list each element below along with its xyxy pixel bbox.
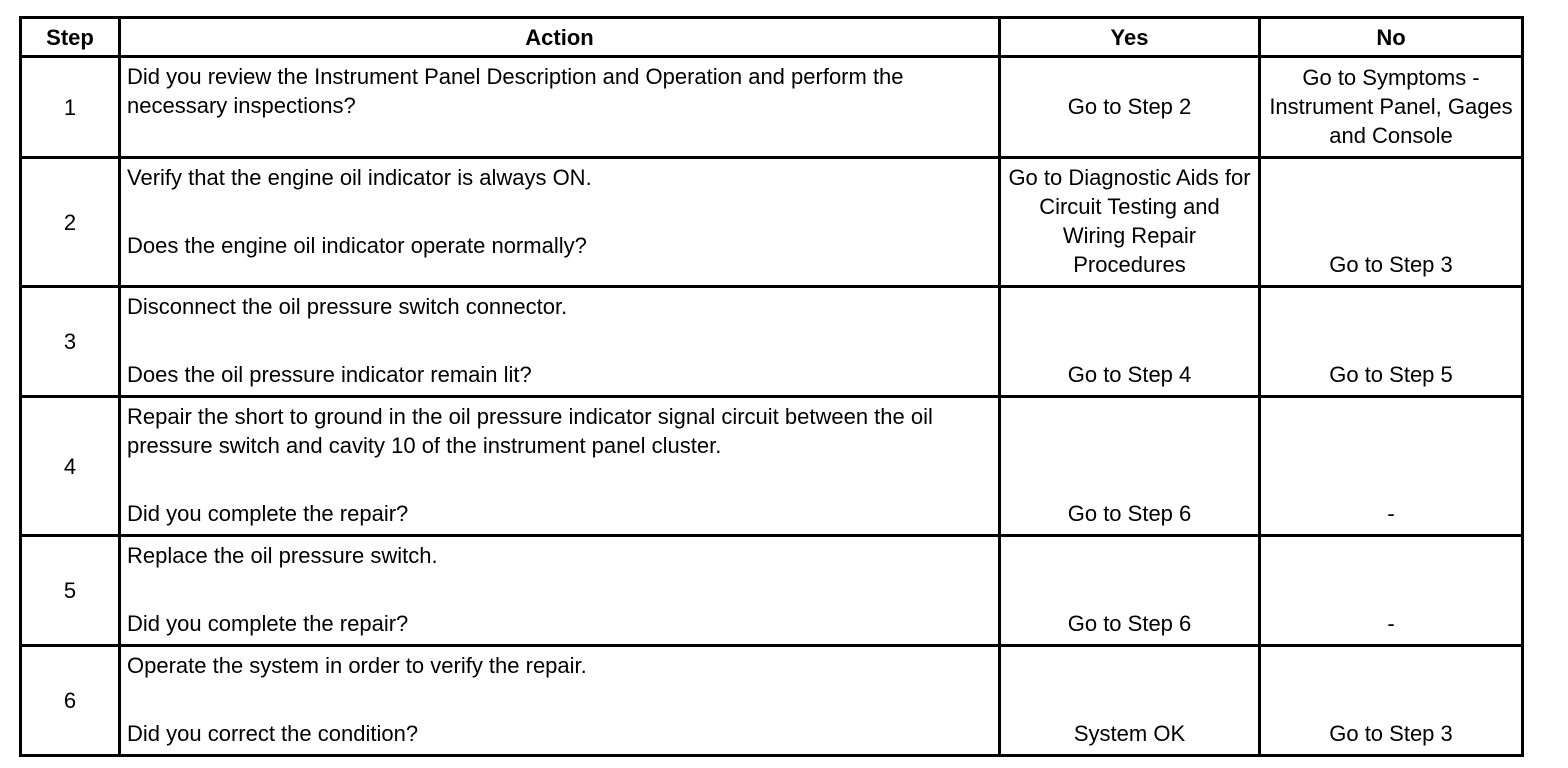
step-number: 5 [21,536,120,646]
action-instruction: Repair the short to ground in the oil pressure indicator signal circuit between the oil pressure switch and cavity 10 of the instrument panel cluster. [127,404,933,458]
action-instruction: Verify that the engine oil indicator is always ON. [127,165,592,190]
no-cell: Go to Step 3 [1260,158,1523,287]
action-instruction: Replace the oil pressure switch. [127,543,438,568]
no-cell: Go to Step 3 [1260,646,1523,756]
action-cell [120,287,1000,397]
action-cell [120,158,1000,287]
step-number: 4 [21,397,120,536]
no-cell: - [1260,536,1523,646]
header-no: No [1260,18,1523,57]
header-row [21,18,1523,57]
header-action: Action [120,18,1000,57]
action-instruction: Disconnect the oil pressure switch connector. [127,294,568,319]
action-question: Did you complete the repair? [127,611,409,636]
yes-cell: Go to Step 6 [1000,397,1260,536]
action-question: Did you complete the repair? [127,501,409,526]
action-instruction: Operate the system in order to verify the repair. [127,653,587,678]
table-row [21,158,1523,287]
action-cell [120,57,1000,158]
step-number: 6 [21,646,120,756]
yes-cell: Go to Step 2 [1000,57,1260,158]
table-row [21,397,1523,536]
diagnostic-table [19,16,1524,757]
action-question: Does the oil pressure indicator remain lit? [127,362,532,387]
table-row [21,57,1523,158]
yes-cell: Go to Step 4 [1000,287,1260,397]
no-cell: Go to Symptoms - Instrument Panel, Gages and Console [1260,57,1523,158]
yes-cell: System OK [1000,646,1260,756]
table-row [21,646,1523,756]
action-instruction: Did you review the Instrument Panel Description and Operation and perform the necessary inspections? [127,64,904,118]
action-cell [120,646,1000,756]
step-number: 2 [21,158,120,287]
action-question: Did you correct the condition? [127,721,419,746]
step-number: 1 [21,57,120,158]
action-question: Does the engine oil indicator operate normally? [127,233,587,258]
action-cell [120,536,1000,646]
table-row [21,287,1523,397]
no-cell: - [1260,397,1523,536]
header-step: Step [21,18,120,57]
action-cell [120,397,1000,536]
table-row [21,536,1523,646]
step-number: 3 [21,287,120,397]
yes-cell: Go to Diagnostic Aids for Circuit Testing and Wiring Repair Procedures [1000,158,1260,287]
no-cell: Go to Step 5 [1260,287,1523,397]
yes-cell: Go to Step 6 [1000,536,1260,646]
header-yes: Yes [1000,18,1260,57]
